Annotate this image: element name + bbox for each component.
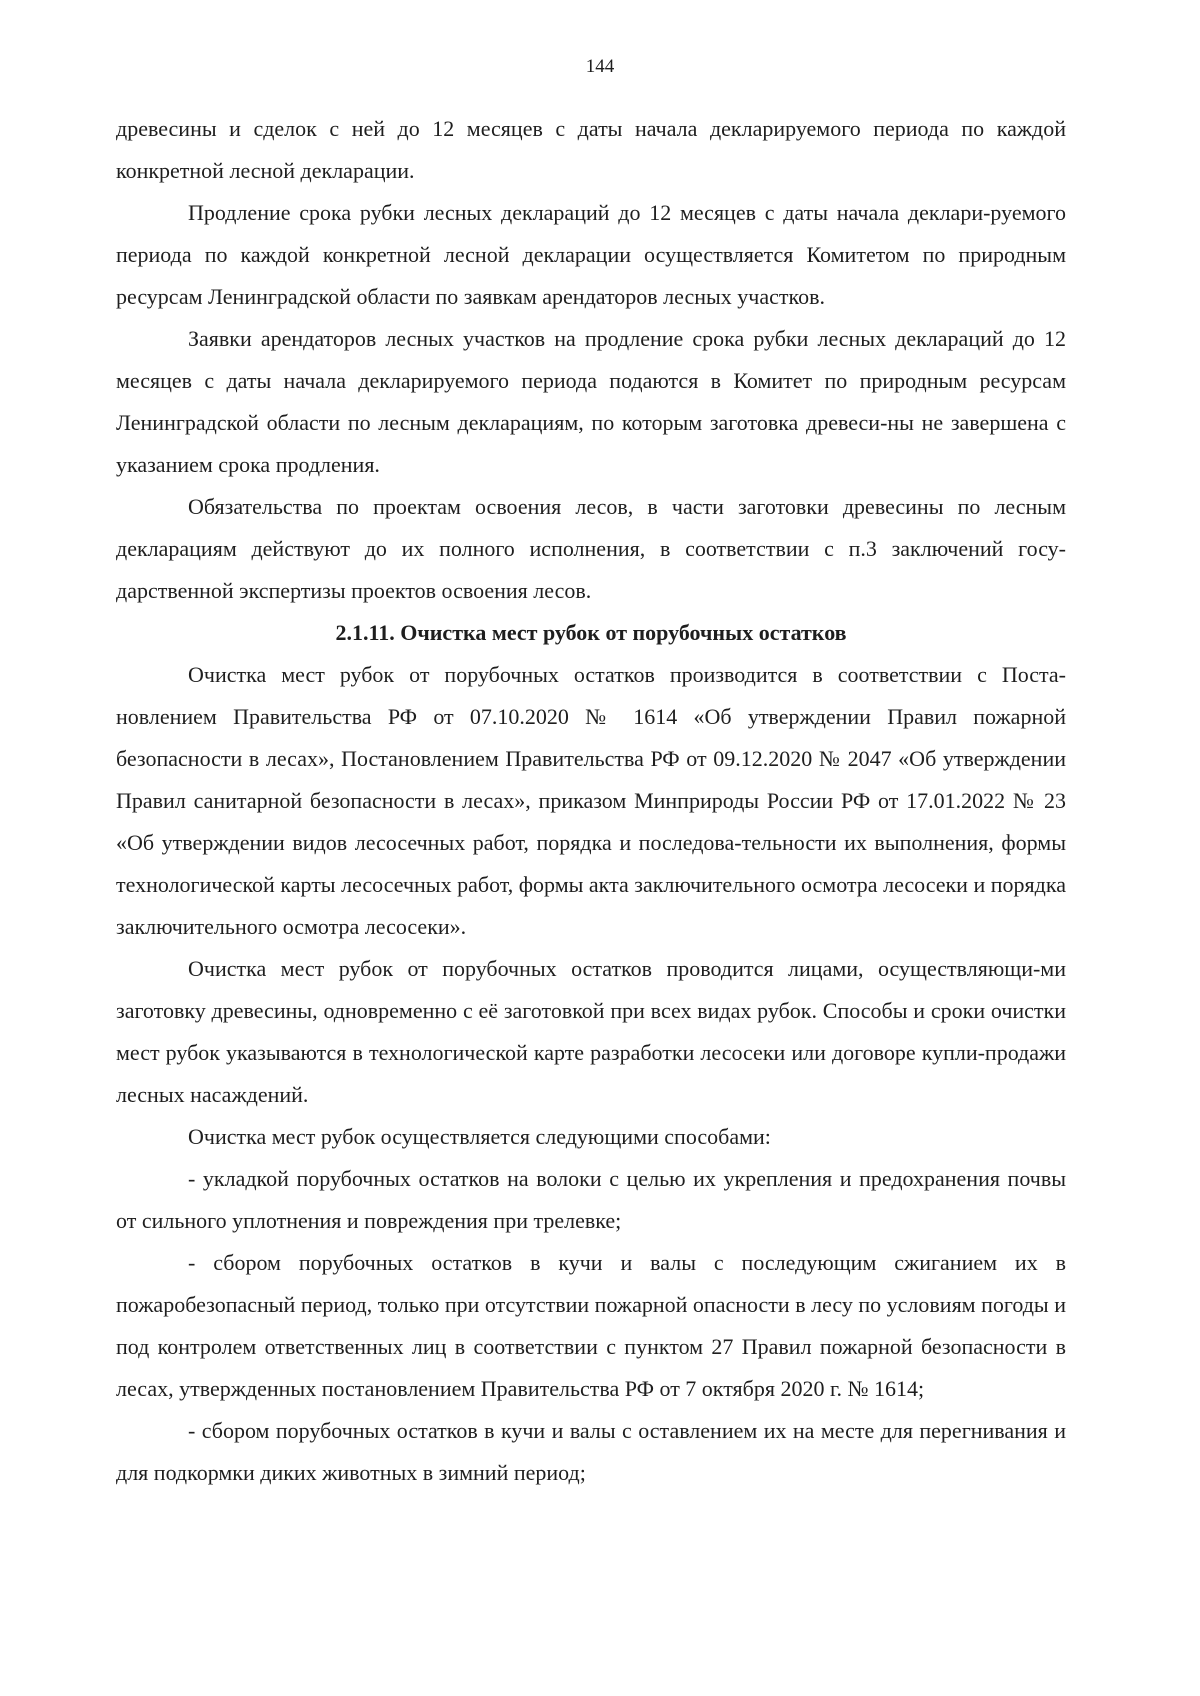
- paragraph: Очистка мест рубок осуществляется следующими способами:: [188, 1124, 771, 1149]
- list-item: - укладкой порубочных остатков на волоки с целью их укрепления и предохранения почвы от сильного уплотнения и повреждения при трелевке;: [116, 1166, 1066, 1233]
- section-heading: 2.1.11. Очистка мест рубок от порубочных остатков: [335, 620, 847, 645]
- paragraph: Очистка мест рубок от порубочных остатков производится в соответствии с Поста-новлением Правительства РФ от 07.10.2020 № 1614 «Об утверждении Правил пожарной безопасности в лесах», Постановлением Правительства РФ от 09.12.2020 № 2047 «Об утверждении Правил санитарной безопасности в лесах», приказом Минприроды России РФ от 17.01.2022 № 23 «Об утверждении видов лесосечных работ, порядка и последова-тельности их выполнения, формы технологической карты лесосечных работ, формы акта заключительного осмотра лесосеки и порядка заключительного осмотра лесосеки».: [116, 662, 1066, 939]
- list-item: - сбором порубочных остатков в кучи и валы с последующим сжиганием их в пожаробезопасный период, только при отсутствии пожарной опасности в лесу по условиям погоды и под контролем ответственных лиц в соответствии с пунктом 27 Правил пожарной безопасности в лесах, утвержденных постановлением Правительства РФ от 7 октября 2020 г. № 1614;: [116, 1250, 1066, 1401]
- document-body: [116, 108, 1066, 1494]
- list-item: - сбором порубочных остатков в кучи и валы с оставлением их на месте для перегнивания и для подкормки диких животных в зимний период;: [116, 1418, 1066, 1485]
- paragraph: Продление срока рубки лесных деклараций до 12 месяцев с даты начала деклари-руемого периода по каждой конкретной лесной декларации осуществляется Комитетом по природным ресурсам Ленинградской области по заявкам арендаторов лесных участков.: [116, 200, 1066, 309]
- paragraph: Обязательства по проектам освоения лесов, в части заготовки древесины по лесным декларациям действуют до их полного исполнения, в соответствии с п.3 заключений госу-дарственной экспертизы проектов освоения лесов.: [116, 494, 1066, 603]
- paragraph: Очистка мест рубок от порубочных остатков проводится лицами, осуществляющи-ми заготовку древесины, одновременно с её заготовкой при всех видах рубок. Способы и сроки очистки мест рубок указываются в технологической карте разработки лесосеки или договоре купли-продажи лесных насаждений.: [116, 956, 1066, 1107]
- paragraph: древесины и сделок с ней до 12 месяцев с даты начала декларируемого периода по каждой конкретной лесной декларации.: [116, 116, 1066, 183]
- paragraph: Заявки арендаторов лесных участков на продление срока рубки лесных деклараций до 12 месяцев с даты начала декларируемого периода подаются в Комитет по природным ресурсам Ленинградской области по лесным декларациям, по которым заготовка древеси-ны не завершена с указанием срока продления.: [116, 326, 1066, 477]
- page-number: 144: [585, 56, 615, 77]
